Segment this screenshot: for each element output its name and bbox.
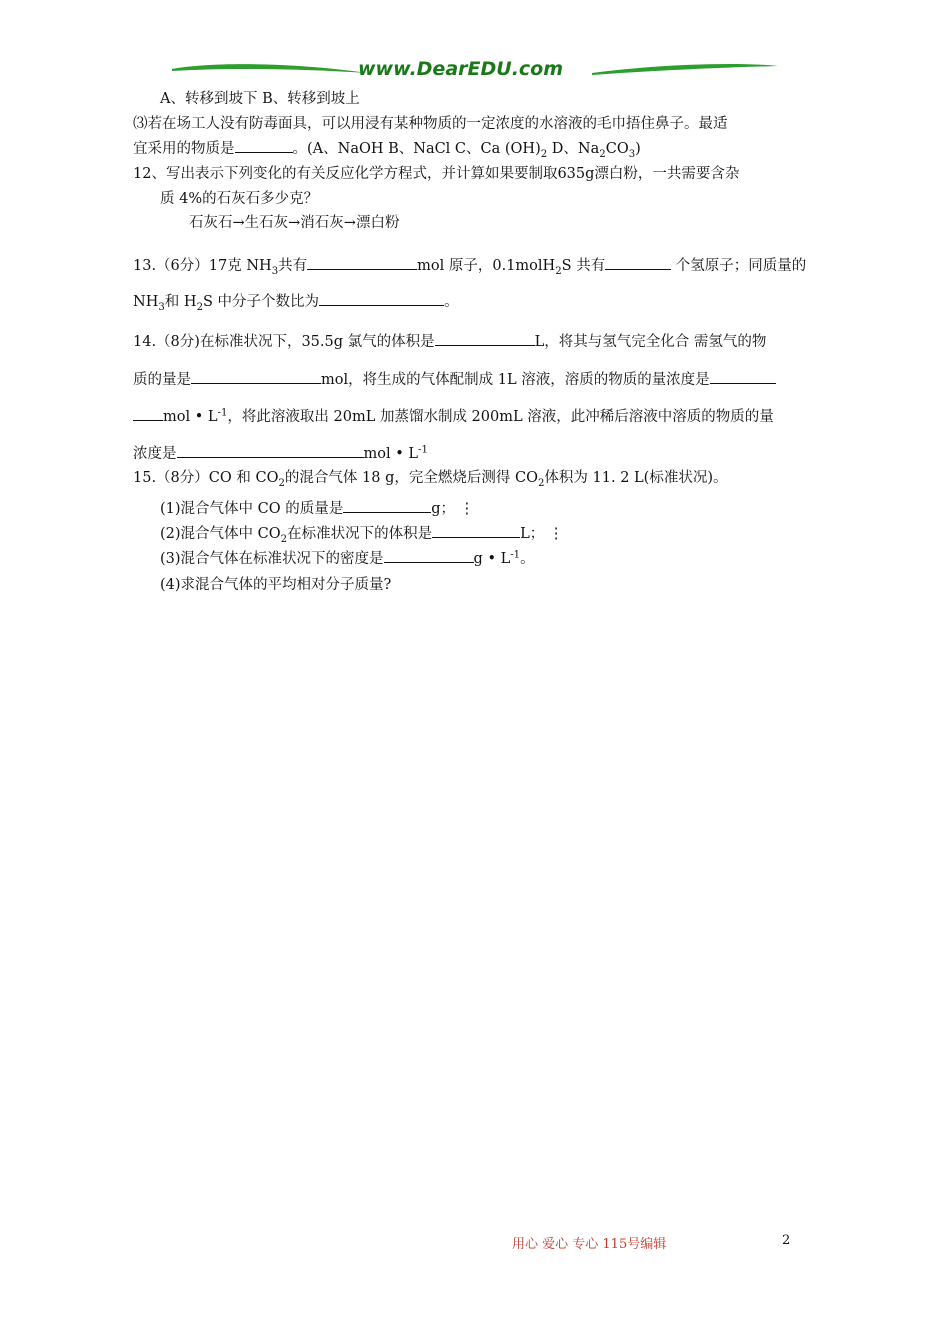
q14-blank-diluted[interactable] bbox=[177, 442, 364, 458]
q12-line1: 12、写出表示下列变化的有关反应化学方程式，并计算如果要制取635g漂白粉，一共需要含杂 bbox=[133, 166, 740, 182]
q11-answer-blank[interactable] bbox=[235, 137, 293, 153]
banner-swoosh-left bbox=[170, 60, 370, 78]
site-logo-text: www.DearEDU.com bbox=[358, 58, 564, 80]
q14-blank-concentration[interactable] bbox=[710, 368, 776, 384]
footer-editor-note: 用心 爱心 专心 115号编辑 bbox=[512, 1237, 667, 1252]
q14-line4: 浓度是 mol • $L^{-1}$ bbox=[133, 442, 428, 463]
q11-options: A、转移到坡下 B、转移到坡上 bbox=[160, 91, 360, 107]
q15-blank-density[interactable] bbox=[384, 547, 474, 563]
header-banner bbox=[170, 56, 780, 86]
q15-part4: (4)求混合气体的平均相对分子质量? bbox=[160, 577, 392, 593]
q11-part3-line2: 宜采用的物质是 。(A、NaOH B、NaCl C、Ca $(OH)_2$ D、$Na_2CO_3$) bbox=[133, 137, 641, 158]
q15-part3: (3)混合气体在标准状况下的密度是 g • $L^{-1}$。 bbox=[160, 547, 535, 568]
q14-blank-concentration-cont[interactable] bbox=[133, 405, 163, 421]
q15-part1: (1)混合气体中 CO 的质量是 g； ⋮ bbox=[160, 497, 474, 518]
banner-swoosh-right bbox=[590, 60, 780, 78]
q13-blank-ratio[interactable] bbox=[319, 290, 444, 306]
q13-line2: $NH_3$和 $H_2S$ 中分子个数比为 。 bbox=[133, 290, 459, 311]
q11-part3-line1: ⑶若在场工人没有防毒面具，可以用浸有某种物质的一定浓度的水溶液的毛巾捂住鼻子。最适 bbox=[133, 116, 728, 132]
q13-line1: 13.（6分）17克 $NH_3$共有 mol 原子，0.1molH$_2$S 共有 个氢原子；同质量的 bbox=[133, 254, 806, 275]
q14-line3: mol • $L^{-1}$，将此溶液取出 20mL 加蒸馏水制成 200mL 溶液，此冲稀后溶液中溶质的物质的量 bbox=[133, 405, 774, 426]
page-number: 2 bbox=[782, 1233, 791, 1248]
q14-line1: 14.（8分)在标准状况下，35.5g 氯气的体积是 L，将其与氢气完全化合 需氢气的物 bbox=[133, 330, 766, 351]
q14-line2: 质的量是 mol，将生成的气体配制成 1L 溶液，溶质的物质的量浓度是 bbox=[133, 368, 776, 389]
q14-blank-volume[interactable] bbox=[435, 330, 535, 346]
q15-blank-co2-volume[interactable] bbox=[432, 522, 520, 538]
q12-line2: 质 4%的石灰石多少克？ bbox=[160, 191, 319, 207]
q14-blank-moles[interactable] bbox=[191, 368, 321, 384]
q13-blank-atoms[interactable] bbox=[307, 254, 417, 270]
q15-stem: 15.（8分）CO 和 $CO_2$的混合气体 18 g，完全燃烧后测得 $CO_2$体积为 11. 2 L(标准状况)。 bbox=[133, 470, 728, 489]
q12-reaction-chain: 石灰石→生石灰→消石灰→漂白粉 bbox=[189, 215, 400, 231]
q13-blank-hydrogen[interactable] bbox=[605, 254, 671, 270]
q15-blank-co-mass[interactable] bbox=[343, 497, 431, 513]
q15-part2: (2)混合气体中 $CO_2$在标准状况下的体积是 L； ⋮ bbox=[160, 522, 563, 543]
